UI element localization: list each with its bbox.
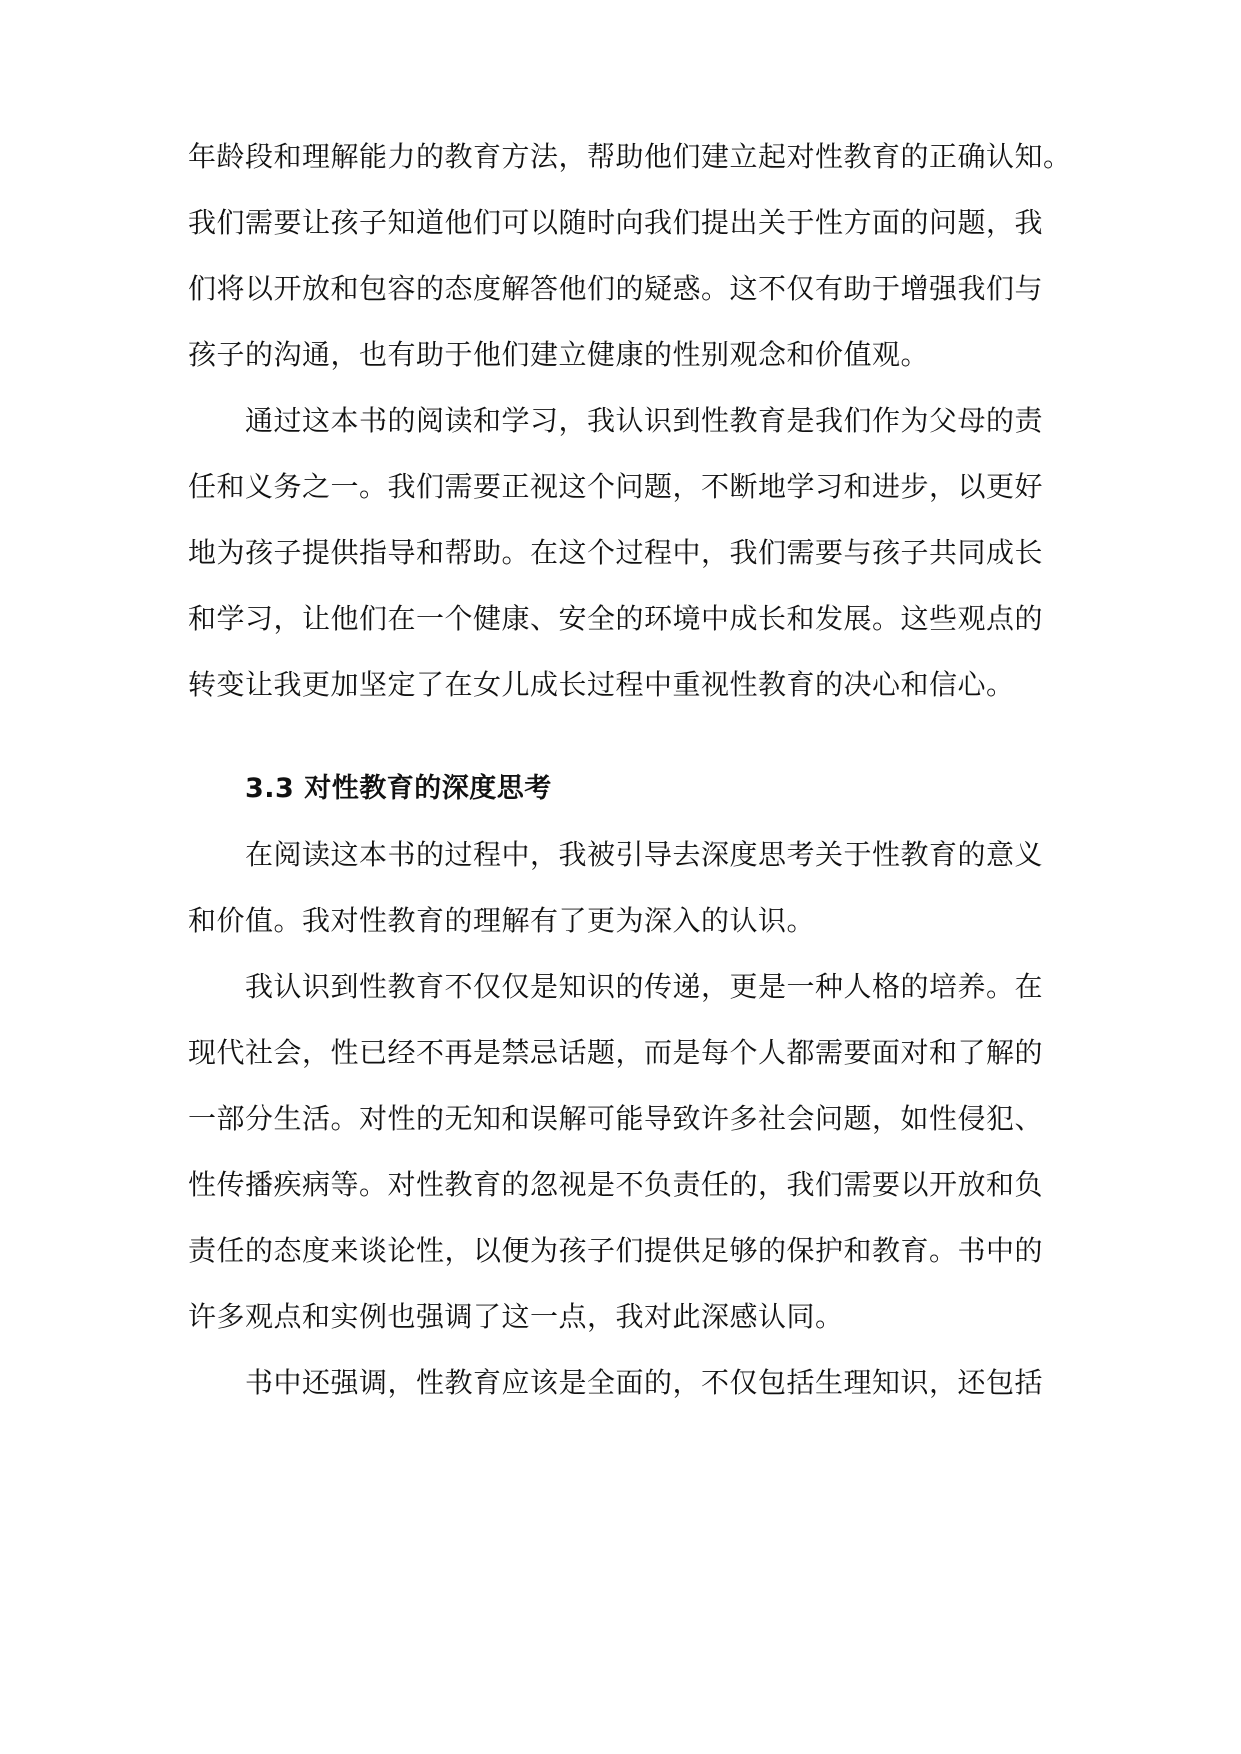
paragraph-line: 孩子的沟通，也有助于他们建立健康的性别观念和价值观。 [188,338,930,371]
paragraph-line: 书中还强调，性教育应该是全面的，不仅包括生理知识，还包括 [245,1366,1044,1399]
paragraph-line: 责任的态度来谈论性，以便为孩子们提供足够的保护和教育。书中的 [188,1234,1044,1267]
paragraph-line: 一部分生活。对性的无知和误解可能导致许多社会问题，如性侵犯、 [188,1102,1044,1135]
paragraph-line: 通过这本书的阅读和学习，我认识到性教育是我们作为父母的责 [245,404,1044,437]
paragraph-line: 我们需要让孩子知道他们可以随时向我们提出关于性方面的问题，我 [188,206,1044,239]
paragraph-line: 年龄段和理解能力的教育方法，帮助他们建立起对性教育的正确认知。 [188,140,1072,173]
paragraph-line: 和学习，让他们在一个健康、安全的环境中成长和发展。这些观点的 [188,602,1044,635]
paragraph-line: 任和义务之一。我们需要正视这个问题，不断地学习和进步，以更好 [188,470,1044,503]
paragraph-line: 我认识到性教育不仅仅是知识的传递，更是一种人格的培养。在 [245,970,1044,1003]
section-heading: 3.3 对性教育的深度思考 [245,773,552,804]
paragraph-line: 现代社会，性已经不再是禁忌话题，而是每个人都需要面对和了解的 [188,1036,1044,1069]
paragraph-line: 地为孩子提供指导和帮助。在这个过程中，我们需要与孩子共同成长 [188,536,1044,569]
paragraph-line: 许多观点和实例也强调了这一点，我对此深感认同。 [188,1300,844,1333]
paragraph-line: 和价值。我对性教育的理解有了更为深入的认识。 [188,904,816,937]
paragraph-line: 转变让我更加坚定了在女儿成长过程中重视性教育的决心和信心。 [188,668,1015,701]
paragraph-line: 们将以开放和包容的态度解答他们的疑惑。这不仅有助于增强我们与 [188,272,1044,305]
paragraph-line: 在阅读这本书的过程中，我被引导去深度思考关于性教育的意义 [245,838,1044,871]
paragraph-line: 性传播疾病等。对性教育的忽视是不负责任的，我们需要以开放和负 [188,1168,1044,1201]
